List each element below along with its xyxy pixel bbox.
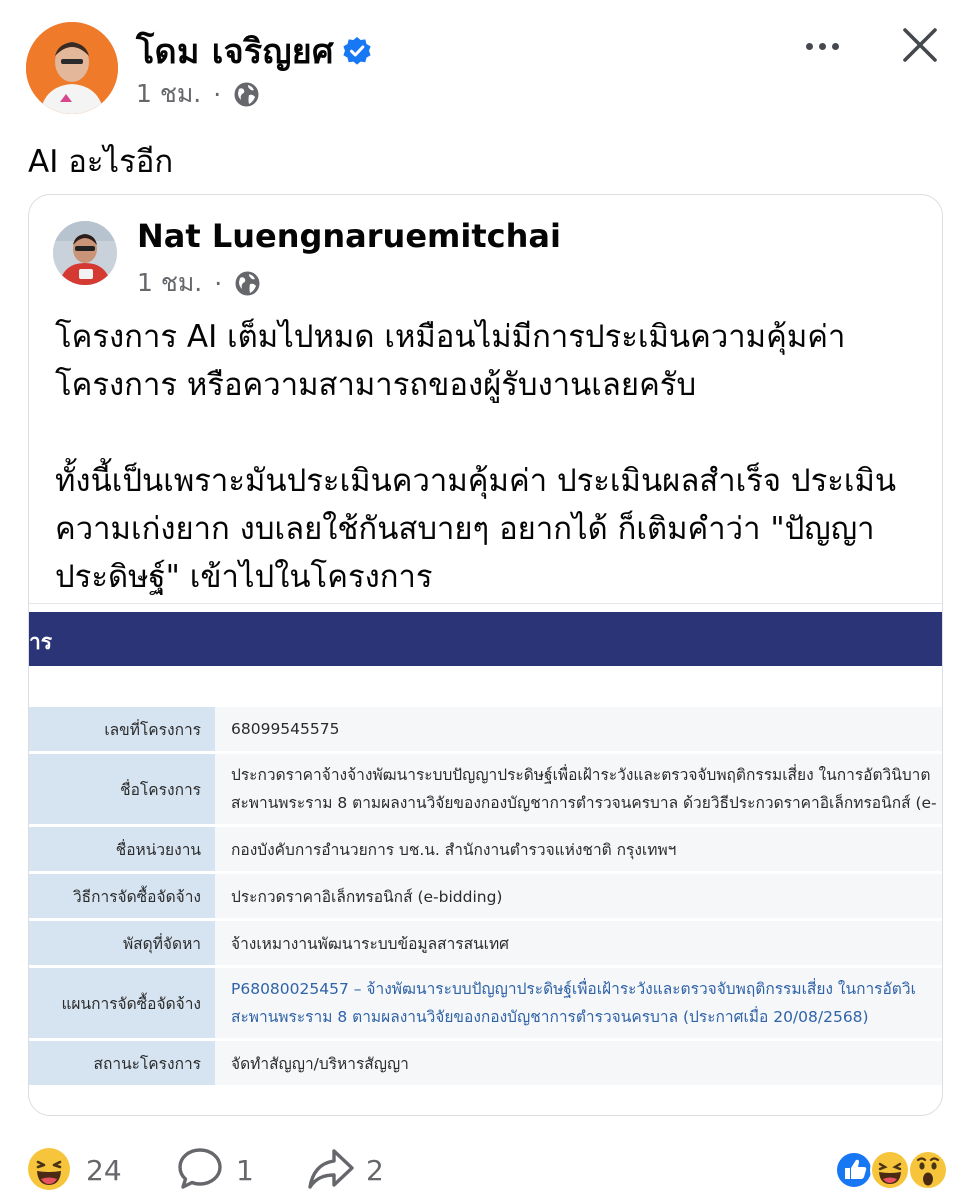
shared-paragraph: ทั้งนี้เป็นเพราะมันประเมินความคุ้มค่า ประเมินผลสำเร็จ ประเมิน ความเก่งยาก งบเลยใช้กันสบายๆ อยากได้ ก็เติมคำว่า "ปัญญา ประดิษฐ์" เข้าไปในโครงการ [55,463,897,595]
row-value-line: ประกวดราคาจ้างจ้างพัฒนาระบบปัญญาประดิษฐ์เพื่อเฝ้าระวังและตรวจจับพฤติกรรมเสี่ยง ในการอัตวินิบาต [231,766,931,784]
post-action-bar [0,1140,971,1200]
more-icon [819,43,826,50]
row-label: เลขที่โครงการ [29,707,215,751]
row-value-line: สะพานพระราม 8 ตามผลงานวิจัยของกองบัญชาการตำรวจนครบาล (ประกาศเมื่อ 20/08/2568) [231,1008,869,1026]
row-value-line: จัดทำสัญญา/บริหารสัญญา [231,1054,409,1073]
shared-author-name[interactable]: Nat Luengnaruemitchai [137,217,561,255]
procurement-plan-link[interactable] [215,968,943,1038]
shared-author-avatar[interactable] [53,221,117,285]
post-text: AI อะไรอีก [28,144,174,180]
row-value-line: 68099545575 [231,720,340,738]
row-value-line: P68080025457 – จ้างพัฒนาระบบปัญญาประดิษฐ์เพื่อเฝ้าระวังและตรวจจับพฤติกรรมเสี่ยง ในการอัตวิเ [231,980,916,998]
close-icon[interactable] [899,24,941,66]
reactions-summary[interactable] [834,1148,950,1192]
more-icon [806,43,813,50]
row-value [215,874,943,918]
more-options-button[interactable] [800,24,844,68]
shared-paragraph: โครงการ AI เต็มไปหมด เหมือนไม่มีการประเมินความคุ้มค่า โครงการ หรือความสามารถของผู้รับงานเลยครับ [55,319,846,403]
post-meta [136,74,260,114]
row-value [215,827,943,871]
table-row [29,968,943,1038]
screenshot-header-bar [29,612,943,666]
row-label: ชื่อโครงการ [29,754,215,824]
row-label: ชื่อหน่วยงาน [29,827,215,871]
row-value-line: สะพานพระราม 8 ตามผลงานวิจัยของกองบัญชาการตำรวจนครบาล ด้วยวิธีประกวดราคาอิเล็กทรอนิกส์ (e- [231,794,937,812]
haha-reaction-icon [871,1151,909,1189]
shares-count[interactable]: 2 [366,1154,384,1187]
row-value [215,707,943,751]
meta-separator: · [214,268,223,298]
row-value [215,754,943,824]
shared-post-time[interactable]: 1 ชม. [137,268,203,297]
verified-badge-icon [342,36,372,66]
globe-icon [234,270,261,297]
comment-icon[interactable] [176,1146,224,1192]
screenshot-header-text: าร [29,630,53,654]
author-avatar[interactable] [26,22,118,114]
globe-icon [233,81,260,108]
wow-reaction-icon [909,1151,947,1189]
shared-post-meta [137,263,261,303]
shared-post-body [55,313,935,601]
row-value [215,1041,943,1085]
row-label: แผนการจัดซื้อจัดจ้าง [29,968,215,1038]
row-label: สถานะโครงการ [29,1041,215,1085]
row-value-line: จ้างเหมางานพัฒนาระบบข้อมูลสารสนเทศ [231,934,510,953]
row-label: พัสดุที่จัดหา [29,921,215,965]
meta-separator: · [213,79,222,109]
table-row [29,707,943,751]
table-row [29,754,943,824]
row-value-line: ประกวดราคาอิเล็กทรอนิกส์ (e-bidding) [231,887,503,906]
attached-image[interactable] [29,603,943,1083]
author-name-row [136,24,372,78]
more-icon [832,43,839,50]
haha-reaction-icon[interactable] [26,1146,72,1192]
post-time[interactable]: 1 ชม. [136,79,202,108]
reactions-count[interactable]: 24 [86,1154,122,1187]
like-reaction-icon [836,1152,872,1188]
share-icon[interactable] [306,1146,356,1192]
comments-count[interactable]: 1 [236,1154,254,1187]
shared-post-card[interactable] [28,194,943,1116]
author-name[interactable]: โดม เจริญยศ [136,32,334,72]
row-label: วิธีการจัดซื้อจัดจ้าง [29,874,215,918]
project-info-table [29,704,943,1088]
table-row [29,827,943,871]
table-row [29,874,943,918]
row-value [215,921,943,965]
row-value-line: กองบังคับการอำนวยการ บช.น. สำนักงานตำรวจแห่งชาติ กรุงเทพฯ [231,840,677,859]
table-row [29,921,943,965]
table-row [29,1041,943,1085]
